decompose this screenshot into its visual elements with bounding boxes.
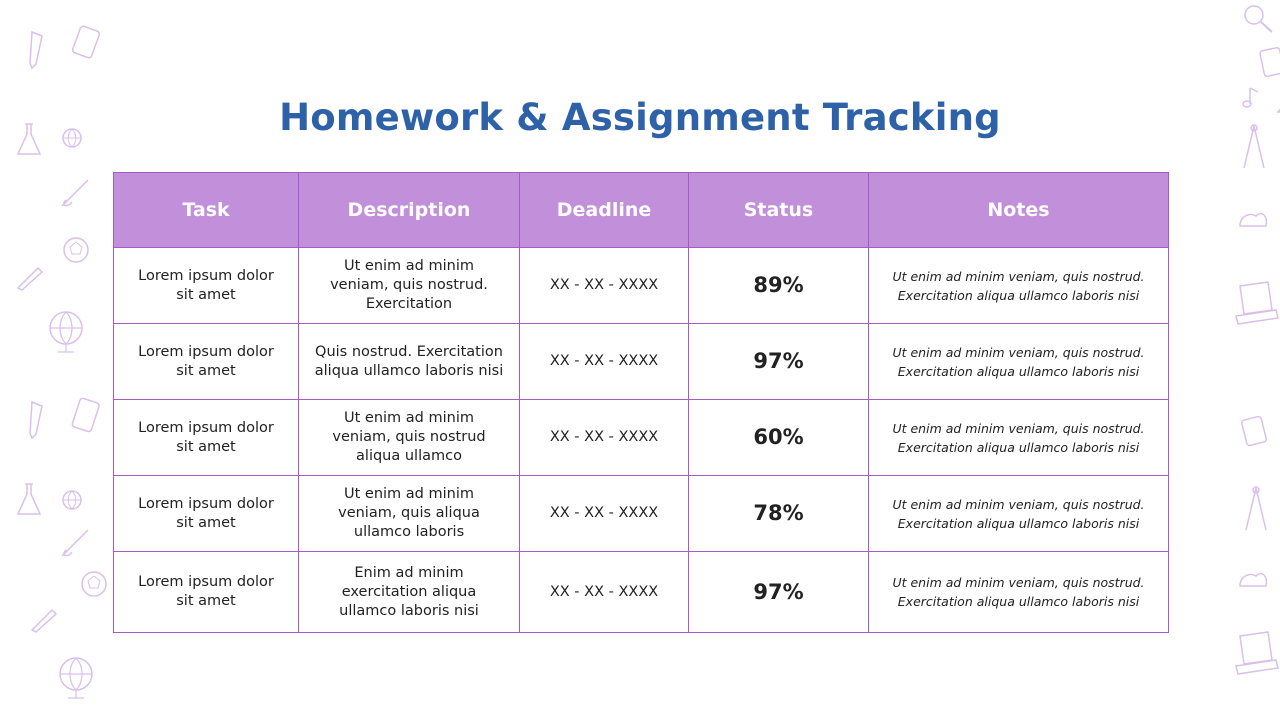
deadline-cell: XX - XX - XXXX [520,248,689,324]
status-cell: 97% [689,324,869,400]
laptop-icon [1232,630,1280,682]
column-header-description: Description [299,173,520,248]
ball-icon [62,236,90,264]
palette-icon [58,526,94,560]
column-header-status: Status [689,173,869,248]
table-row [114,552,1169,633]
flask-icon [14,480,44,520]
column-header-notes: Notes [869,173,1169,248]
book-icon [70,22,104,62]
table-row [114,400,1169,476]
task-cell: Lorem ipsum dolor sit amet [114,476,299,552]
task-cell: Lorem ipsum dolor sit amet [114,324,299,400]
page-title: Homework & Assignment Tracking [279,96,1001,139]
notes-cell: Ut enim ad minim veniam, quis nostrud. Exercitation aliqua ullamco laboris nisi [869,552,1169,633]
pencil-icon [26,400,48,440]
deadline-cell: XX - XX - XXXX [520,552,689,633]
globe-icon [56,654,98,700]
column-header-task: Task [114,173,299,248]
deadline-cell: XX - XX - XXXX [520,324,689,400]
deadline-cell: XX - XX - XXXX [520,400,689,476]
description-cell: Ut enim ad minim veniam, quis aliqua ullamco laboris [299,476,520,552]
task-cell: Lorem ipsum dolor sit amet [114,552,299,633]
pencil-icon [26,30,48,70]
table-header-row [114,173,1169,248]
compass-icon [1242,484,1270,534]
status-cell: 97% [689,552,869,633]
globe-icon [46,308,88,354]
pencil-icon [14,262,44,292]
notes-cell: Ut enim ad minim veniam, quis nostrud. Exercitation aliqua ullamco laboris nisi [869,400,1169,476]
ball-icon [80,570,108,598]
calculator-icon [1258,46,1280,78]
status-cell: 78% [689,476,869,552]
palette-icon [1276,192,1280,228]
task-cell: Lorem ipsum dolor sit amet [114,248,299,324]
notes-cell: Ut enim ad minim veniam, quis nostrud. Exercitation aliqua ullamco laboris nisi [869,324,1169,400]
book-icon [1236,206,1270,232]
task-cell: Lorem ipsum dolor sit amet [114,400,299,476]
table-row [114,248,1169,324]
globe-icon [60,488,84,512]
tracking-table [113,172,1169,633]
column-header-deadline: Deadline [520,173,689,248]
calculator-icon [1240,414,1270,450]
description-cell: Ut enim ad minim veniam, quis nostrud aliqua ullamco [299,400,520,476]
laptop-icon [1232,280,1280,330]
table-row [114,476,1169,552]
description-cell: Enim ad minim exercitation aliqua ullamco laboris nisi [299,552,520,633]
deadline-cell: XX - XX - XXXX [520,476,689,552]
book-icon [1236,566,1270,592]
magnifier-icon [1240,2,1276,36]
description-cell: Quis nostrud. Exercitation aliqua ullamco laboris nisi [299,324,520,400]
description-cell: Ut enim ad minim veniam, quis nostrud. Exercitation [299,248,520,324]
status-cell: 89% [689,248,869,324]
pencil-icon [28,604,58,634]
status-cell: 60% [689,400,869,476]
palette-icon [58,176,94,210]
book-icon [70,394,104,438]
notes-cell: Ut enim ad minim veniam, quis nostrud. Exercitation aliqua ullamco laboris nisi [869,248,1169,324]
table-row [114,324,1169,400]
notes-cell: Ut enim ad minim veniam, quis nostrud. Exercitation aliqua ullamco laboris nisi [869,476,1169,552]
